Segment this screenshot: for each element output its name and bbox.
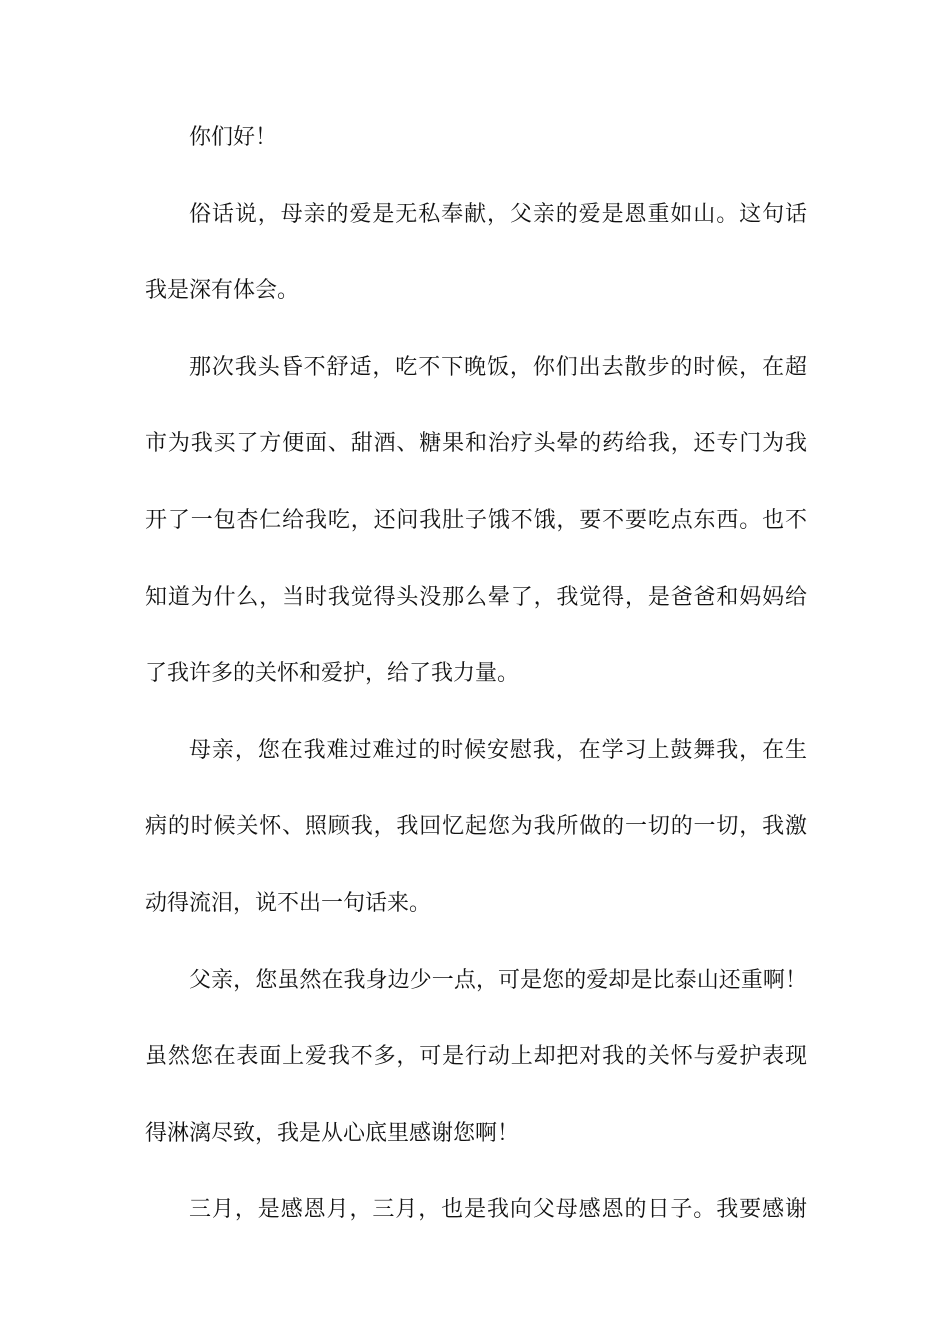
paragraph-line: 那次我头昏不舒适，吃不下晚饭，你们出去散步的时候，在超 (189, 354, 807, 380)
paragraph-line: 父亲，您虽然在我身边少一点，可是您的爱却是比泰山还重啊！ (189, 967, 807, 993)
paragraph-line: 虽然您在表面上爱我不多，可是行动上却把对我的关怀与爱护表现 (145, 1044, 807, 1070)
paragraph-line: 三月，是感恩月，三月，也是我向父母感恩的日子。我要感谢 (189, 1197, 807, 1223)
letter-body (145, 127, 807, 1276)
paragraph-line: 动得流泪，说不出一句话来。 (145, 890, 432, 916)
paragraph-line: 开了一包杏仁给我吃，还问我肚子饿不饿，要不要吃点东西。也不 (145, 507, 807, 533)
paragraph-line: 母亲，您在我难过难过的时候安慰我，在学习上鼓舞我，在生 (189, 737, 807, 763)
paragraph-line: 我是深有体会。 (145, 278, 300, 304)
paragraph-line: 知道为什么，当时我觉得头没那么晕了，我觉得，是爸爸和妈妈给 (145, 584, 807, 610)
paragraph-line: 得淋漓尽致，我是从心底里感谢您啊！ (145, 1120, 520, 1146)
paragraph-line: 俗话说，母亲的爱是无私奉献，父亲的爱是恩重如山。这句话 (189, 201, 807, 227)
greeting-line: 你们好！ (189, 125, 278, 150)
paragraph-line: 市为我买了方便面、甜酒、糖果和治疗头晕的药给我，还专门为我 (145, 431, 807, 457)
paragraph-line: 了我许多的关怀和爱护，给了我力量。 (145, 661, 520, 687)
paragraph-line: 病的时候关怀、照顾我，我回忆起您为我所做的一切的一切，我激 (145, 814, 807, 840)
